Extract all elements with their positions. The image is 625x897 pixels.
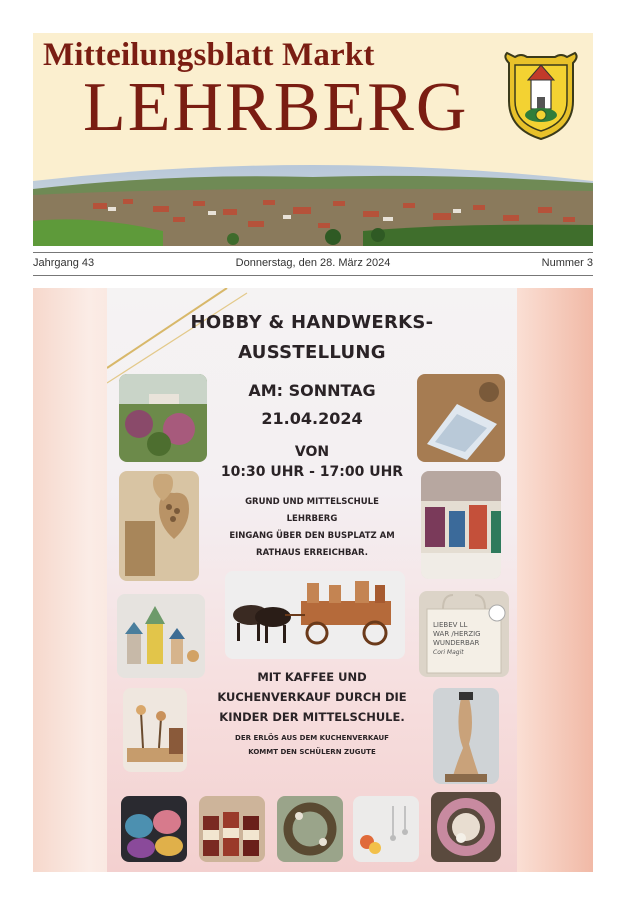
wreath-photo: [277, 796, 343, 862]
jewelry-flowers-photo: [353, 796, 419, 862]
poster-date: 21.04.2024: [261, 409, 363, 428]
poster-coffee-2: KUCHENVERKAUF DURCH DIE: [217, 690, 407, 704]
poster-venue-2: LEHRBERG: [286, 514, 338, 524]
newsletter-title: Mitteilungsblatt Markt: [43, 37, 375, 73]
masthead: [33, 33, 593, 246]
textile-stall-photo: [421, 471, 501, 579]
poster-headline-2: AUSSTELLUNG: [238, 342, 386, 363]
poster-day: AM: SONNTAG: [248, 381, 376, 400]
town-panorama-photo: [33, 151, 593, 246]
poster-venue-1: GRUND UND MITTELSCHULE: [245, 497, 379, 507]
ceramic-houses-photo: [117, 594, 205, 678]
poster-von: VON: [294, 444, 330, 460]
preserves-jars-photo: [199, 796, 265, 862]
poster-background: [33, 288, 593, 872]
issue-number: Nummer 3: [541, 257, 593, 269]
poster-proceeds-2: KOMMT DEN SCHÜLERN ZUGUTE: [248, 748, 376, 756]
issue-info-bar: [33, 252, 593, 276]
poster-proceeds-1: DER ERLÖS AUS DEM KUCHENVERKAUF: [235, 734, 389, 742]
poster-venue-3: EINGANG ÜBER DEN BUSPLATZ AM: [229, 531, 395, 541]
tote-bag-photo: [419, 591, 509, 677]
event-poster: [107, 288, 517, 872]
bag-text-1: LIEBEV LL: [433, 621, 468, 629]
knitted-hats-photo: [121, 796, 187, 862]
flower-wreath-photo: [431, 792, 501, 862]
poster-headline-1: HOBBY & HANDWERKS-: [190, 312, 434, 333]
bag-text-2: WAR /HERZIG: [433, 630, 481, 638]
wooden-heart-photo: [119, 471, 199, 581]
coat-of-arms-icon: [501, 51, 581, 141]
poster-time: 10:30 UHR - 17:00 UHR: [220, 464, 404, 480]
driftwood-lamp-photo: [433, 688, 499, 784]
bag-text-4: Cori Magit: [433, 649, 464, 656]
poster-venue-4: RATHAUS ERREICHBAR.: [256, 548, 368, 558]
poster-coffee-1: MIT KAFFEE UND: [257, 670, 367, 684]
wood-flowers-photo: [123, 688, 187, 772]
town-name: LEHRBERG: [83, 69, 469, 146]
bag-text-3: WUNDERBAR: [433, 639, 480, 647]
garden-crafts-photo: [119, 374, 207, 462]
volume-label: Jahrgang 43: [33, 257, 95, 269]
poster-coffee-3: KINDER DER MITTELSCHULE.: [219, 710, 405, 724]
horse-carriage-photo: [225, 571, 405, 659]
lace-doily-photo: [417, 374, 505, 462]
issue-date: Donnerstag, den 28. März 2024: [235, 257, 391, 269]
